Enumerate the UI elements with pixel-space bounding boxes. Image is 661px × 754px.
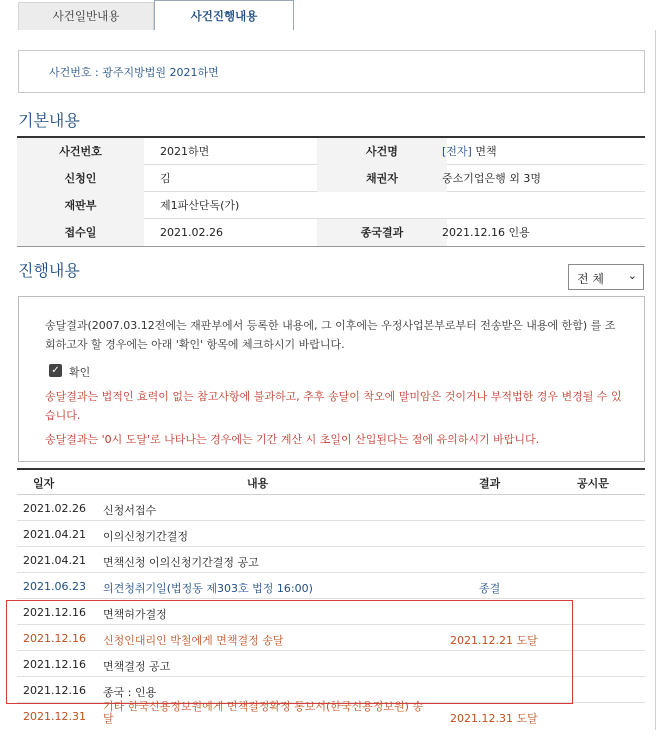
confirm-label: 확인 [69,366,91,379]
header-content: 내용 [247,477,269,490]
row-date: 2021.12.16 [23,632,86,645]
tab-bar [6,0,296,30]
case-number-box [18,50,645,93]
header-date: 일자 [33,477,55,490]
table-row [17,547,645,573]
row-date: 2021.04.21 [23,554,86,567]
notice-text: 송달결과(2007.03.12전에는 재판부에서 등록한 내용에, 그 이후에는 우정사업본부로부터 전송받은 내용에 한함) 를 조회하고자 할 경우에는 아래 '확인' 항목에 체크하시기 바랍니다. [45,319,616,351]
table-header [17,470,645,495]
basic-info-table [17,136,645,247]
table-row [17,495,645,521]
row-date: 2021.04.21 [23,528,86,541]
header-result: 결과 [479,477,501,490]
row-result: 종결 [479,582,501,595]
basic-row [17,219,645,246]
basic-section-title: 기본내용 [18,111,80,130]
basic-value: 중소기업은행 외 3명 [442,172,541,185]
basic-value: 제1파산단독(가) [160,199,240,212]
row-content: 신청인대리인 박철에게 면책결정 송달 [103,634,284,647]
case-name-value [442,138,642,165]
checkbox-checked-icon[interactable]: ✓ [49,364,62,377]
notice-warning: 송달결과는 법적인 효력이 없는 참고사항에 불과하고, 추후 송달이 착오에 말미암은 것이거나 부적법한 경우 변경될 수 있습니다. [45,390,622,422]
table-row [17,573,645,599]
row-content: 면책결정 공고 [103,660,171,673]
row-date: 2021.02.26 [23,502,86,515]
basic-row [17,138,645,165]
basic-value: 2021.02.26 [160,226,223,239]
row-date: 2021.12.16 [23,658,86,671]
row-date: 2021.12.16 [23,684,86,697]
case-number-text: 사건번호 : 광주지방법원 2021하면 [49,66,219,79]
row-result: 2021.12.31 도달 [450,712,538,725]
notice-warning: 송달결과는 '0시 도달'로 나타나는 경우에는 기간 계산 시 초일이 산입된다는 점에 유의하시기 바랍니다. [45,433,540,446]
electronic-tag: [전자] [442,145,472,158]
basic-header: 사건번호 [17,138,144,165]
highlight-annotation-box [6,600,573,704]
case-name-text: 면책 [475,145,497,158]
basic-row [17,192,645,219]
row-content: 면책신청 이의신청기간결정 공고 [103,556,259,569]
tab-case-general[interactable]: 사건일반내용 [18,2,154,30]
table-row [17,521,645,547]
basic-header: 접수일 [17,219,144,246]
basic-header: 사건명 [317,138,447,165]
header-notice: 공시문 [577,477,609,490]
row-content: 신청서접수 [103,504,157,517]
row-content: 종국 : 인용 [103,686,157,699]
basic-value: 2021.12.16 인용 [442,226,530,239]
notice-box [18,296,645,462]
basic-header: 재판부 [17,192,144,219]
row-content-link[interactable]: 의견청취기일(법정동 제303호 법정 16:00) [103,582,313,595]
row-date: 2021.06.23 [23,580,86,593]
table-row [17,700,645,733]
row-content: 면책허가결정 [103,608,167,621]
tab-case-progress[interactable]: 사건진행내용 [154,0,294,30]
basic-row [17,165,645,192]
row-date: 2021.12.31 [23,710,86,723]
basic-header: 종국결과 [317,219,447,246]
chevron-down-icon: ⌄ [627,269,637,282]
row-content: 이의신청기간결정 [103,530,189,543]
row-date: 2021.12.16 [23,606,86,619]
progress-section-title: 진행내용 [18,261,80,280]
basic-header: 신청인 [17,165,144,192]
filter-value: 전 체 [577,272,604,286]
basic-value: 김 [160,172,171,185]
basic-header: 채권자 [317,165,447,192]
progress-filter-select[interactable] [568,264,644,290]
page-edge [655,30,656,730]
row-result: 2021.12.21 도달 [450,634,538,647]
basic-value: 2021하면 [160,145,210,158]
row-content: 기타 한국신용정보원에게 면책결정확정 통보서(한국신용정보원) 송달 [103,700,424,725]
